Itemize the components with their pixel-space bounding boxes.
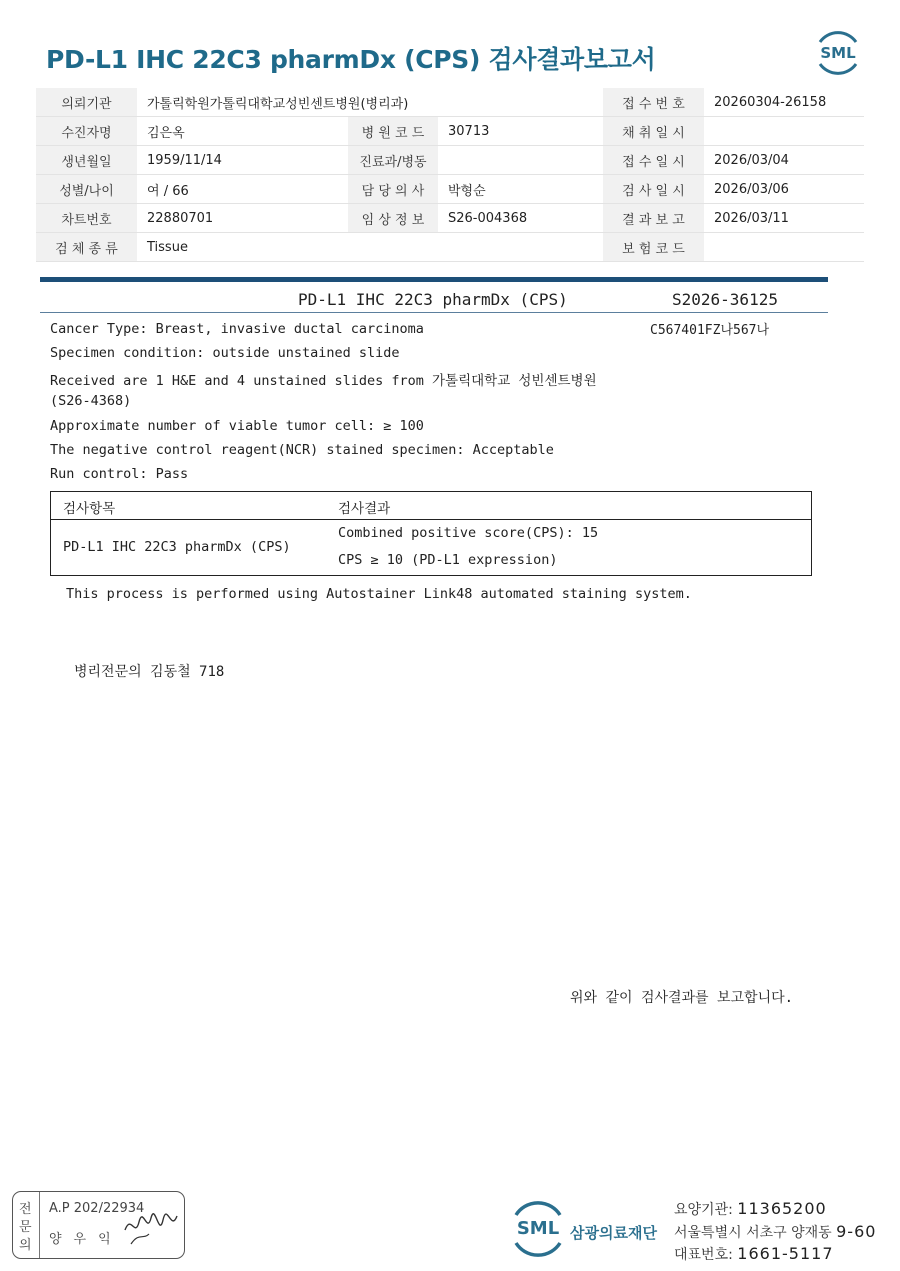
report-date-value: 2026/03/11 xyxy=(704,204,864,233)
patient-value: 김은옥 xyxy=(137,117,348,146)
dob-value: 1959/11/14 xyxy=(137,146,348,175)
cancer-type-line: Cancer Type: Breast, invasive ductal carcinoma xyxy=(50,321,424,337)
sex-age-value: 여 / 66 xyxy=(137,175,348,204)
care-institution-line xyxy=(674,1199,827,1219)
insurance-value xyxy=(704,233,864,262)
test-date-value: 2026/03/06 xyxy=(704,175,864,204)
address-prefix: 서울특별시 서초구 양재동 xyxy=(674,1225,832,1241)
institution-label: 의뢰기관 xyxy=(36,88,137,117)
address-line xyxy=(674,1222,876,1242)
ncr-line: The negative control reagent(NCR) stained specimen: Acceptable xyxy=(50,442,554,458)
test-date-label: 검 사 일 시 xyxy=(603,175,704,204)
info-row xyxy=(36,175,864,204)
info-row xyxy=(36,233,864,262)
col-item-header: 검사항목 xyxy=(63,501,116,517)
section-divider xyxy=(40,277,828,282)
foundation-name: 삼광의료재단 xyxy=(570,1224,657,1242)
insurance-label: 보 험 코 드 xyxy=(603,233,704,262)
report-title: PD-L1 IHC 22C3 pharmDx (CPS) 검사결과보고서 xyxy=(46,45,656,74)
chart-no-label: 차트번호 xyxy=(36,204,137,233)
stamp-side-char: 의 xyxy=(19,1238,32,1253)
info-row xyxy=(36,146,864,175)
info-row xyxy=(36,117,864,146)
cps-score: Combined positive score(CPS): 15 xyxy=(338,525,599,541)
pathologist-signature: 병리전문의 김동철 718 xyxy=(74,664,225,680)
collect-date-value xyxy=(704,117,864,146)
address-number: 9-60 xyxy=(836,1222,877,1241)
barcode-text: C567401FZ나567나 xyxy=(650,323,770,338)
clinical-label: 임 상 정 보 xyxy=(348,204,438,233)
info-row xyxy=(36,204,864,233)
handwritten-signature-icon xyxy=(121,1204,181,1248)
receipt-date-label: 접 수 일 시 xyxy=(603,146,704,175)
result-table-header xyxy=(51,492,811,520)
care-number: 11365200 xyxy=(737,1199,827,1218)
svg-text:SML: SML xyxy=(820,44,856,62)
stamp-side-char: 문 xyxy=(19,1220,32,1235)
run-control-line: Run control: Pass xyxy=(50,466,189,482)
sml-logo-icon xyxy=(508,1199,568,1257)
phone-number: 1661-5117 xyxy=(737,1244,834,1263)
result-title: PD-L1 IHC 22C3 pharmDx (CPS) xyxy=(298,290,568,309)
received-line: Received are 1 H&E and 4 unstained slides from 가톨릭대학교 성빈센트병원 xyxy=(50,373,597,389)
pathologist-stamp xyxy=(12,1191,185,1259)
info-row xyxy=(36,88,864,117)
received-ref-line: (S26-4368) xyxy=(50,393,132,409)
hospital-code-value: 30713 xyxy=(438,117,603,146)
specimen-label: 검 체 종 류 xyxy=(36,233,137,262)
report-number: S2026-36125 xyxy=(672,290,778,309)
svg-text:SML: SML xyxy=(516,1218,560,1239)
clinical-value: S26-004368 xyxy=(438,204,603,233)
stamp-license: A.P 202/22934 xyxy=(49,1201,145,1216)
stamp-name: 양우익 xyxy=(49,1232,123,1247)
result-table xyxy=(50,491,812,576)
chart-no-value: 22880701 xyxy=(137,204,348,233)
doctor-value: 박형순 xyxy=(438,175,603,204)
specimen-value: Tissue xyxy=(137,233,603,262)
patient-label: 수진자명 xyxy=(36,117,137,146)
col-result-header: 검사결과 xyxy=(338,501,391,517)
stamp-side-char: 전 xyxy=(19,1202,32,1217)
receipt-no-value: 20260304-26158 xyxy=(704,88,864,117)
doctor-label: 담 당 의 사 xyxy=(348,175,438,204)
phone-label: 대표번호: xyxy=(674,1247,733,1263)
cps-interpretation: CPS ≥ 10 (PD-L1 expression) xyxy=(338,552,558,568)
collect-date-label: 채 취 일 시 xyxy=(603,117,704,146)
process-note: This process is performed using Autostainer Link48 automated staining system. xyxy=(66,586,692,602)
report-date-label: 결 과 보 고 xyxy=(603,204,704,233)
closing-statement: 위와 같이 검사결과를 보고합니다. xyxy=(570,990,794,1006)
tumor-cell-line: Approximate number of viable tumor cell: ≥ 100 xyxy=(50,418,424,434)
sex-age-label: 성별/나이 xyxy=(36,175,137,204)
patient-info-table xyxy=(36,88,864,262)
hospital-code-label: 병 원 코 드 xyxy=(348,117,438,146)
sml-logo-icon xyxy=(812,28,864,76)
receipt-no-label: 접 수 번 호 xyxy=(603,88,704,117)
phone-line xyxy=(674,1244,834,1264)
test-item: PD-L1 IHC 22C3 pharmDx (CPS) xyxy=(63,539,291,555)
dept-label: 진료과/병동 xyxy=(348,146,438,175)
institution-value: 가톨릭학원가톨릭대학교성빈센트병원(병리과) xyxy=(137,88,603,117)
care-label: 요양기관: xyxy=(674,1202,733,1218)
dob-label: 생년월일 xyxy=(36,146,137,175)
dept-value xyxy=(438,146,603,175)
stamp-side xyxy=(13,1192,40,1258)
section-divider-thin xyxy=(40,312,828,313)
receipt-date-value: 2026/03/04 xyxy=(704,146,864,175)
specimen-condition-line: Specimen condition: outside unstained slide xyxy=(50,345,400,361)
